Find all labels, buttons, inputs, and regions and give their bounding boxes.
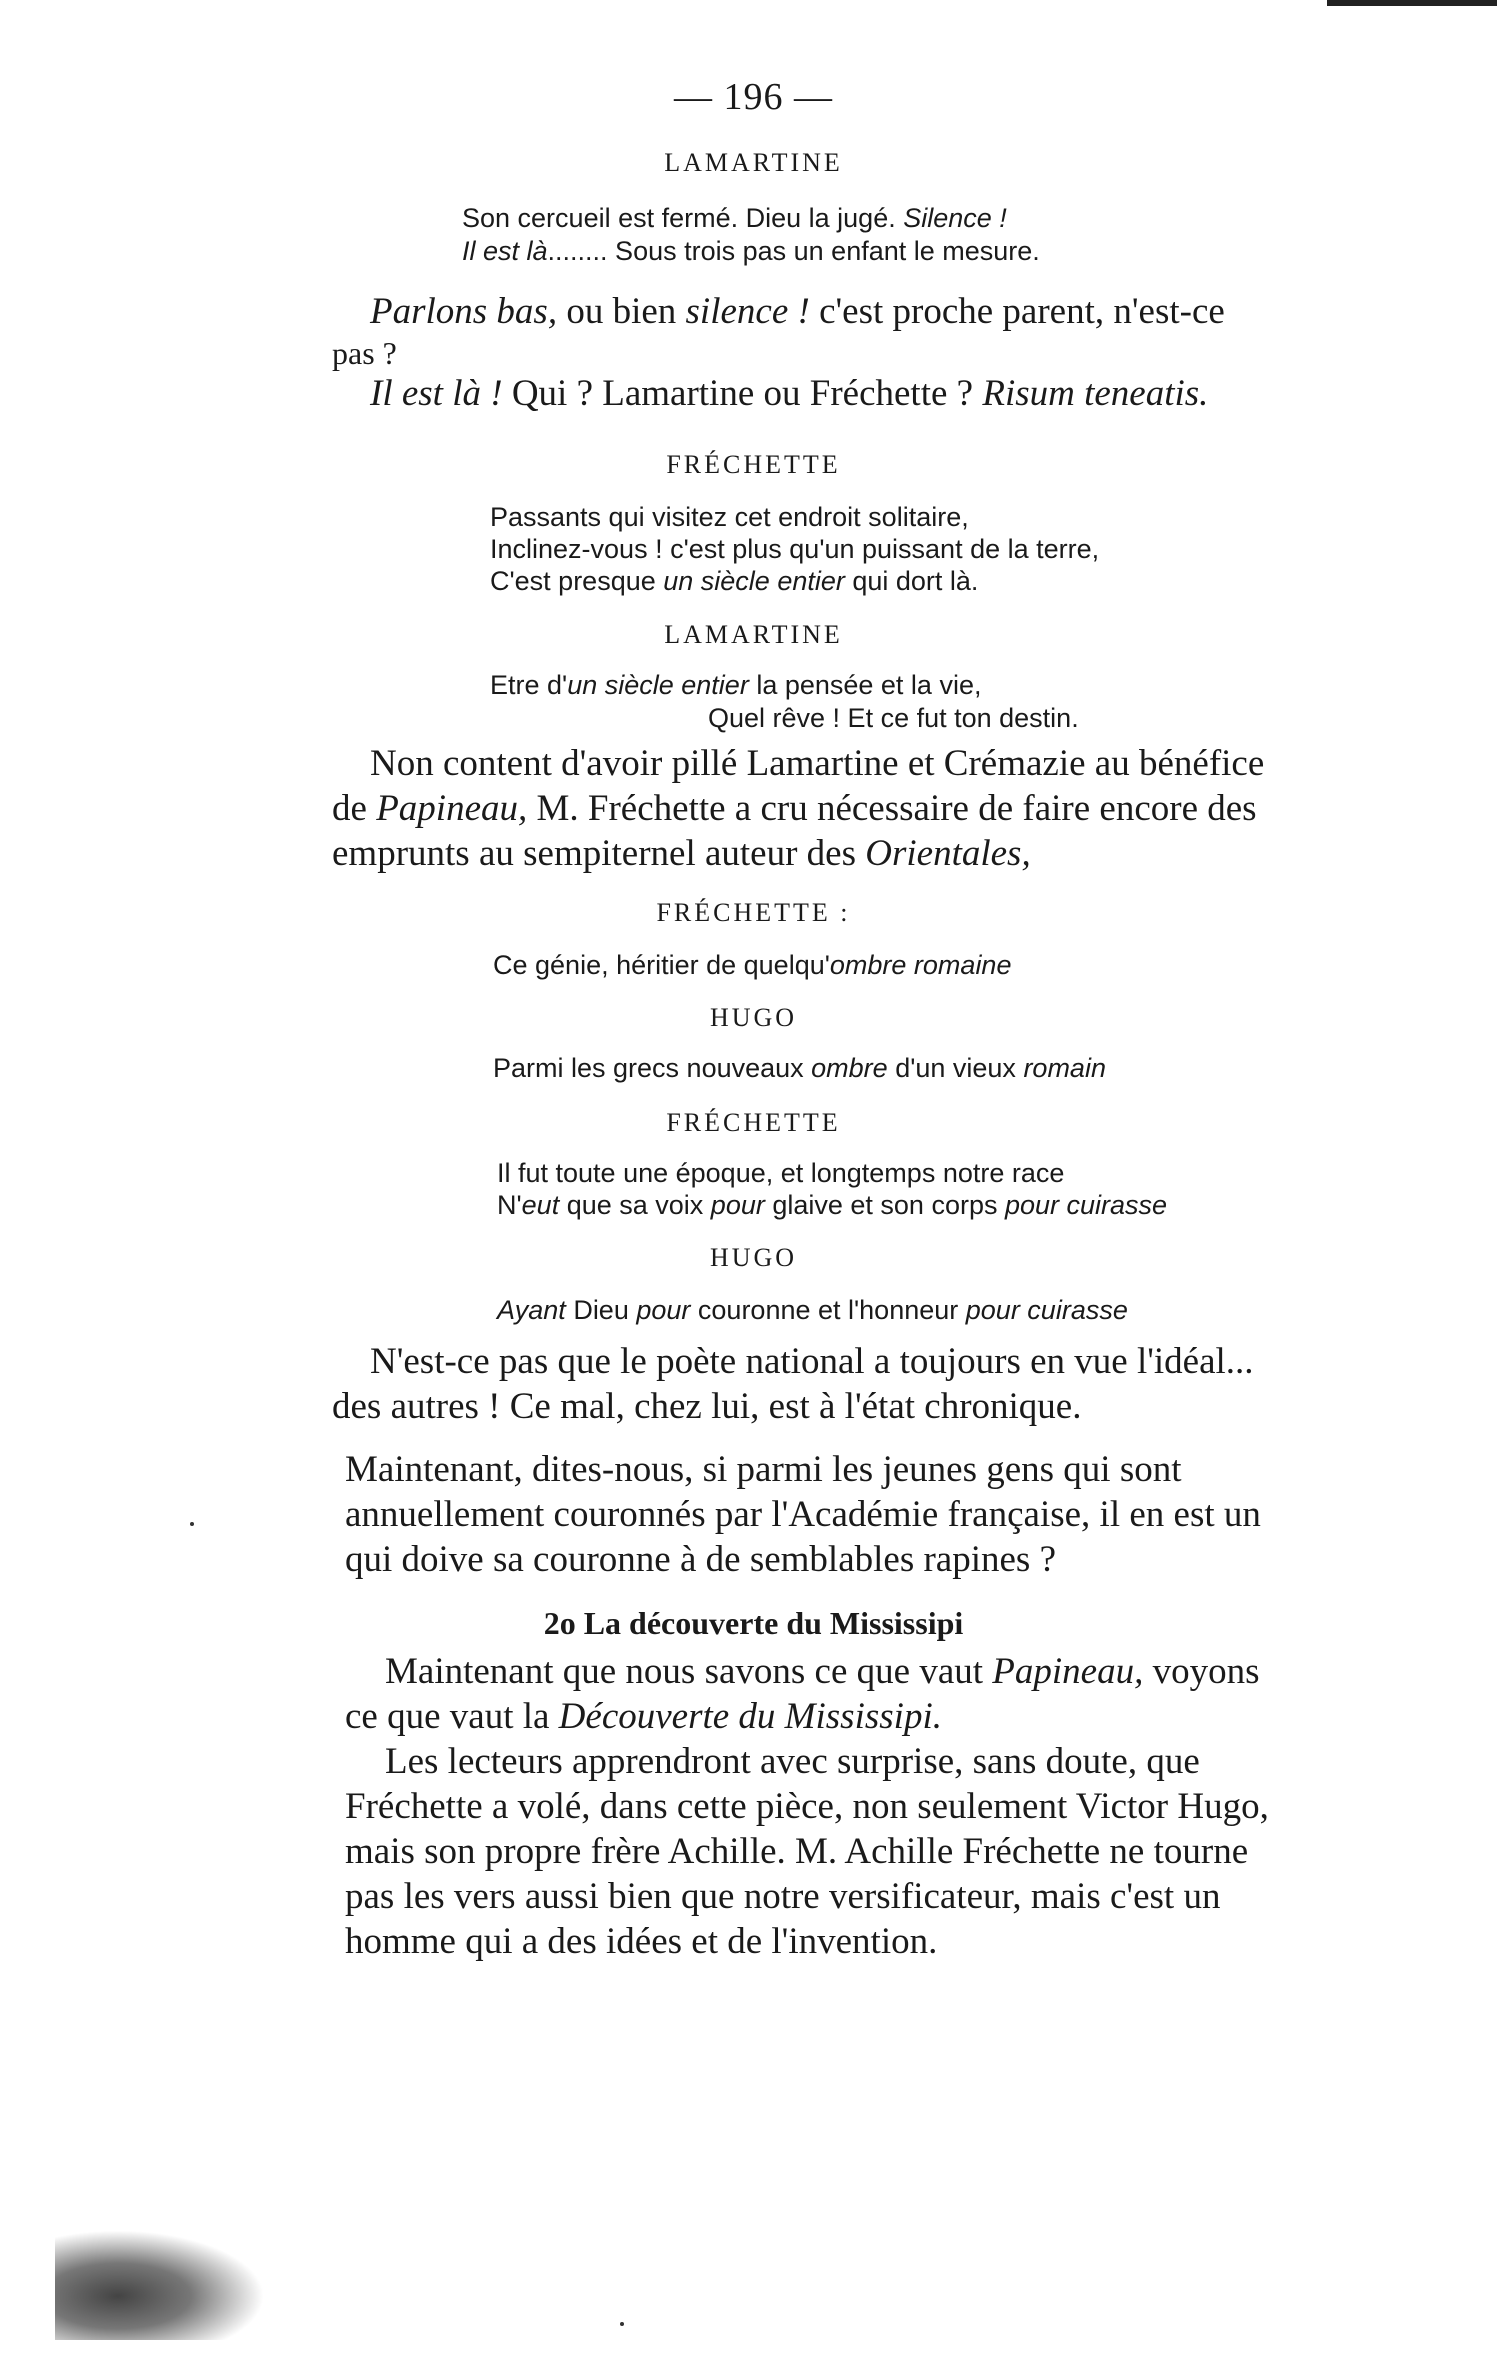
- prose-line: Maintenant que nous savons ce que vaut Papineau, voyons: [385, 1651, 1260, 1692]
- prose-line: pas les vers aussi bien que notre versificateur, mais c'est un: [345, 1876, 1221, 1917]
- verse-line: Il est là........ Sous trois pas un enfant le mesure.: [462, 236, 1040, 266]
- verse-line: Inclinez-vous ! c'est plus qu'un puissant de la terre,: [490, 534, 1100, 564]
- verse-line: C'est presque un siècle entier qui dort là.: [490, 566, 979, 596]
- prose-line: Non content d'avoir pillé Lamartine et Crémazie au bénéfice: [370, 743, 1265, 784]
- verse-line: Passants qui visitez cet endroit solitaire,: [490, 502, 969, 532]
- prose-line: pas ?: [332, 335, 397, 371]
- verse-line: Il fut toute une époque, et longtemps notre race: [497, 1158, 1065, 1188]
- prose-line: ce que vaut la Découverte du Mississipi.: [345, 1696, 942, 1737]
- section-heading: 2o La découverte du Mississipi: [543, 1605, 964, 1641]
- page-number: — 196 —: [674, 76, 833, 118]
- speaker-hugo-1: HUGO: [709, 1003, 798, 1032]
- prose-line: annuellement couronnés par l'Académie française, il en est un: [345, 1494, 1261, 1535]
- verse-line: Ayant Dieu pour couronne et l'honneur pour cuirasse: [497, 1295, 1128, 1325]
- verse-line: N'eut que sa voix pour glaive et son corps pour cuirasse: [497, 1190, 1168, 1220]
- prose-line: de Papineau, M. Fréchette a cru nécessaire de faire encore des: [332, 788, 1257, 829]
- verse-line: Parmi les grecs nouveaux ombre d'un vieux romain: [493, 1053, 1106, 1083]
- speaker-lamartine-2: LAMARTINE: [664, 620, 843, 649]
- scan-edge-mark: [1327, 0, 1497, 6]
- speaker-frechette-3: FRÉCHETTE: [666, 1108, 841, 1137]
- prose-line: N'est-ce pas que le poète national a toujours en vue l'idéal...: [370, 1341, 1254, 1382]
- verse-line: Son cercueil est fermé. Dieu la jugé. Silence !: [462, 203, 1007, 233]
- prose-line: Maintenant, dites-nous, si parmi les jeunes gens qui sont: [345, 1449, 1182, 1490]
- scan-corner-smudge: [55, 2230, 265, 2340]
- prose-line: Parlons bas, ou bien silence ! c'est proche parent, n'est-ce: [370, 291, 1225, 332]
- prose-line: Les lecteurs apprendront avec surprise, sans doute, que: [385, 1741, 1200, 1782]
- prose-line: homme qui a des idées et de l'invention.: [345, 1921, 938, 1962]
- speaker-frechette-1: FRÉCHETTE: [666, 450, 841, 479]
- speaker-frechette-2: FRÉCHETTE :: [656, 898, 851, 927]
- scan-speck: [620, 2322, 624, 2326]
- prose-line: Il est là ! Qui ? Lamartine ou Fréchette ? Risum teneatis.: [370, 373, 1209, 414]
- prose-line: emprunts au sempiternel auteur des Orientales,: [332, 833, 1031, 874]
- scan-speck: [190, 1522, 194, 1526]
- speaker-hugo-2: HUGO: [709, 1243, 798, 1272]
- verse-line: Etre d'un siècle entier la pensée et la vie,: [490, 670, 982, 700]
- prose-line: des autres ! Ce mal, chez lui, est à l'état chronique.: [332, 1386, 1082, 1427]
- verse-line: Quel rêve ! Et ce fut ton destin.: [708, 703, 1079, 733]
- verse-line: Ce génie, héritier de quelqu'ombre romaine: [493, 950, 1012, 980]
- prose-line: qui doive sa couronne à de semblables rapines ?: [345, 1539, 1056, 1580]
- speaker-lamartine-1: LAMARTINE: [664, 148, 843, 177]
- prose-line: mais son propre frère Achille. M. Achille Fréchette ne tourne: [345, 1831, 1249, 1872]
- prose-line: Fréchette a volé, dans cette pièce, non seulement Victor Hugo,: [345, 1786, 1269, 1827]
